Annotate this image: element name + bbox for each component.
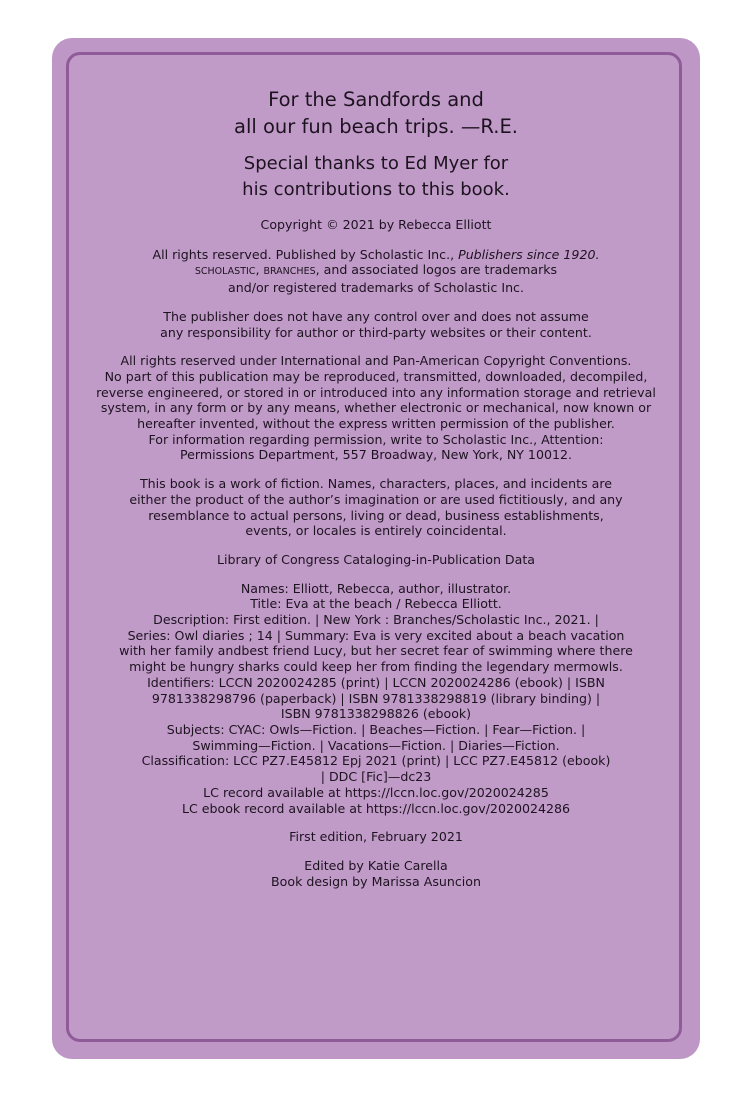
copyright-conventions: [70, 353, 682, 463]
publisher-note-line: any responsibility for author or third-party websites or their content.: [160, 324, 592, 340]
rights-text: , and associated logos are trademarks: [315, 262, 558, 278]
conventions-line: No part of this publication may be reproduced, transmitted, downloaded, decompiled,: [104, 368, 648, 384]
rights-line: and/or registered trademarks of Scholastic Inc.: [228, 280, 524, 296]
edition-info: [70, 829, 682, 845]
cip-line: Swimming—Fiction. | Vacations—Fiction. | Diaries—Fiction.: [192, 737, 560, 753]
dedication-line: For the Sandfords and: [268, 88, 484, 111]
conventions-line: For information regarding permission, write to Scholastic Inc., Attention:: [148, 431, 604, 447]
dedication-line: all our fun beach trips. —R.E.: [234, 115, 518, 138]
publisher-note-line: The publisher does not have any control over and does not assume: [163, 308, 589, 324]
cip-line: LC ebook record available at https://lccn.loc.gov/2020024286: [181, 800, 571, 816]
cip-line: LC record available at https://lccn.loc.gov/2020024285: [203, 784, 549, 800]
credit-editor: Edited by Katie Carella: [304, 857, 448, 873]
cip-line: 9781338298796 (paperback) | ISBN 9781338298819 (library binding) |: [151, 690, 601, 706]
rights-text: ,: [255, 262, 264, 278]
conventions-line: hereafter invented, without the express written permission of the publisher.: [137, 416, 615, 432]
thanks-line: Special thanks to Ed Myer for: [243, 153, 509, 174]
conventions-line: All rights reserved under International and Pan-American Copyright Conventions.: [120, 353, 632, 369]
cip-line: Title: Eva at the beach / Rebecca Elliott.: [250, 596, 502, 612]
copyright-content: [70, 86, 682, 889]
fiction-line: events, or locales is entirely coincidental.: [245, 523, 507, 539]
rights-text: All rights reserved. Published by Scholastic Inc.,: [152, 246, 459, 262]
fiction-line: resemblance to actual persons, living or dead, business establishments,: [148, 507, 604, 523]
copyright-notice: [70, 217, 682, 233]
rights-line: [70, 247, 682, 263]
rights-line: [70, 262, 682, 280]
conventions-line: Permissions Department, 557 Broadway, New York, NY 10012.: [179, 447, 573, 463]
thanks-line: his contributions to this book.: [242, 179, 510, 200]
conventions-line: system, in any form or by any means, whether electronic or mechanical, now known or: [100, 400, 652, 416]
cip-heading: [70, 552, 682, 568]
cip-line: Series: Owl diaries ; 14 | Summary: Eva is very excited about a beach vacation: [127, 627, 625, 643]
cip-line: Description: First edition. | New York : Branches/Scholastic Inc., 2021. |: [153, 612, 599, 628]
fiction-disclaimer: [70, 476, 682, 539]
fiction-line: This book is a work of fiction. Names, characters, places, and incidents are: [139, 476, 613, 492]
cip-heading-text: Library of Congress Cataloging-in-Publication Data: [216, 551, 536, 567]
trademark-branches: BRANCHES: [263, 266, 316, 278]
trademark-scholastic: SCHOLASTIC: [194, 266, 256, 278]
cip-line: Classification: LCC PZ7.E45812 Epj 2021 (print) | LCC PZ7.E45812 (ebook): [141, 753, 611, 769]
cip-line: Subjects: CYAC: Owls—Fiction. | Beaches—Fiction. | Fear—Fiction. |: [166, 721, 586, 737]
edition-line: First edition, February 2021: [289, 829, 463, 845]
copyright-line: Copyright © 2021 by Rebecca Elliott: [260, 217, 492, 232]
dedication: [70, 86, 682, 140]
fiction-line: either the product of the author’s imagination or are used fictitiously, and any: [129, 491, 623, 507]
conventions-line: reverse engineered, or stored in or introduced into any information storage and retrieval: [96, 384, 656, 400]
publisher-note: [70, 309, 682, 340]
special-thanks: [70, 151, 682, 203]
rights-publisher-since: Publishers since 1920.: [458, 246, 600, 262]
cip-line: Identifiers: LCCN 2020024285 (print) | LCCN 2020024286 (ebook) | ISBN: [147, 674, 605, 690]
rights-notice: [70, 247, 682, 296]
cip-line: ISBN 9781338298826 (ebook): [280, 706, 472, 722]
cip-line: might be hungry sharks could keep her from finding the legendary mermowls.: [129, 659, 623, 675]
cip-line: with her family andbest friend Lucy, but her secret fear of swimming where there: [119, 643, 633, 659]
credits: [70, 858, 682, 889]
credit-designer: Book design by Marissa Asuncion: [271, 873, 481, 889]
cip-line: | DDC [Fic]—dc23: [320, 769, 432, 785]
cip-data: [70, 581, 682, 817]
cip-line: Names: Elliott, Rebecca, author, illustrator.: [240, 580, 512, 596]
